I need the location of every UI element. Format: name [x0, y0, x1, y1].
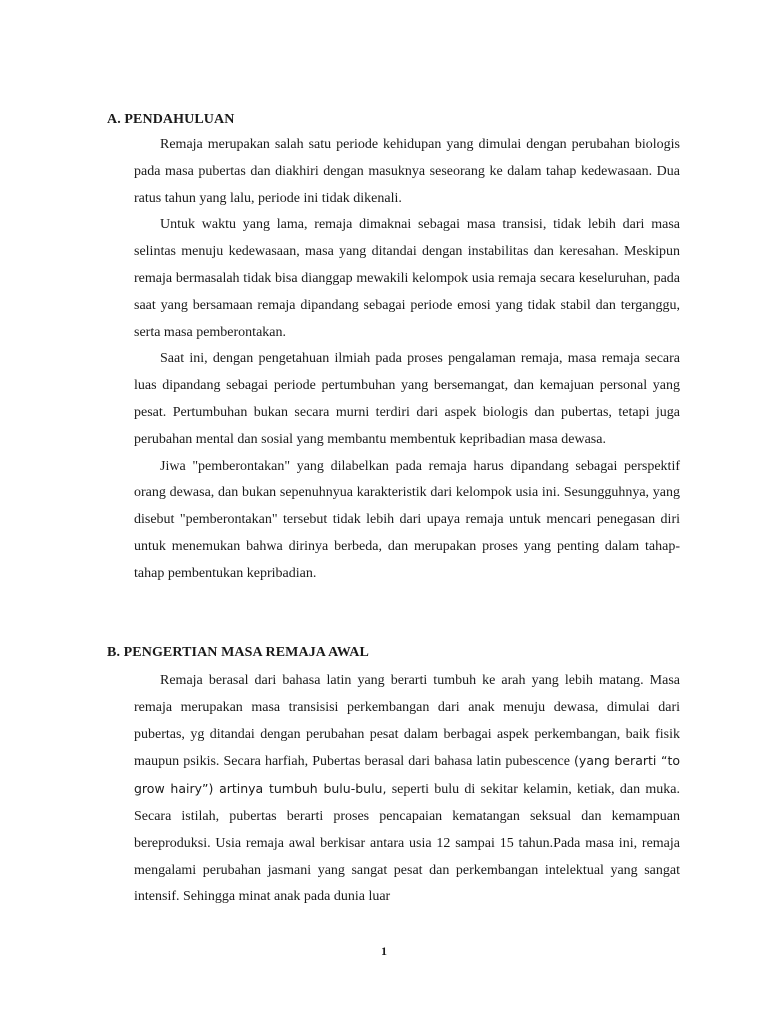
paragraph-text-alt-font: (yang berarti “to grow hairy”) artinya tumbuh bulu-bulu,: [134, 753, 680, 797]
paragraph: Saat ini, dengan pengetahuan ilmiah pada proses pengalaman remaja, masa remaja secara luas dipandang sebagai periode pertumbuhan yang bersemangat, dan kemajuan personal yang pesat. Pertumbuhan bukan secara murni terdiri dari aspek biologis dan pubertas, tetapi juga perubahan mental dan sosial yang membantu membentuk kepribadian masa dewasa.: [134, 351, 680, 447]
paragraph: Jiwa "pemberontakan" yang dilabelkan pada remaja harus dipandang sebagai perspektif orang dewasa, dan bukan sepenuhnyua karakteristik dari kelompok usia ini. Sesungguhnya, yang disebut "pemberontakan" tersebut tidak lebih dari upaya remaja untuk mencari penegasan diri untuk menemukan bahwa dirinya berbeda, dan merupakan proses yang penting dalam tahap-tahap pembentukan kepribadian.: [134, 458, 680, 581]
section-a-body: [134, 132, 680, 588]
section-b-body: [134, 668, 680, 911]
paragraph: [134, 668, 680, 911]
paragraph-text: Remaja berasal dari bahasa latin yang berarti tumbuh ke arah yang lebih matang. Masa remaja merupakan masa transisisi perkembangan dari anak menuju dewasa, dimulai dari pubertas, yg ditandai dengan perubahan pesat dalam berbagai aspek perkembangan, baik fisik maupun psikis. Secara harfiah, Pubertas berasal dari bahasa latin pubescence: [134, 673, 680, 770]
paragraph: Untuk waktu yang lama, remaja dimaknai sebagai masa transisi, tidak lebih dari masa selintas menuju kedewasaan, masa yang ditandai dengan instabilitas dan keresahan. Meskipun remaja bermasalah tidak bisa dianggap mewakili kelompok usia remaja secara keseluruhan, pada saat yang bersamaan remaja dipandang sebagai periode emosi yang tidak stabil dan terganggu, serta masa pemberontakan.: [134, 217, 680, 340]
paragraph: Remaja merupakan salah satu periode kehidupan yang dimulai dengan perubahan biologis pada masa pubertas dan diakhiri dengan masuknya seseorang ke dalam tahap kedewasaan. Dua ratus tahun yang lalu, periode ini tidak dikenali.: [134, 137, 680, 206]
paragraph-text: seperti bulu di sekitar kelamin, ketiak, dan muka. Secara istilah, pubertas berarti proses pencapaian kematangan seksual dan kemampuan bereproduksi. Usia remaja awal berkisar antara usia 12 sampai 15 tahun.Pada masa ini, remaja mengalami perubahan jasmani yang sangat pesat dan perkembangan intelektual yang sangat intensif. Sehingga minat anak pada dunia luar: [134, 782, 680, 905]
page-number: 1: [381, 944, 387, 958]
section-b-heading: B. PENGERTIAN MASA REMAJA AWAL: [107, 645, 369, 660]
section-a-heading: A. PENDAHULUAN: [107, 112, 235, 127]
